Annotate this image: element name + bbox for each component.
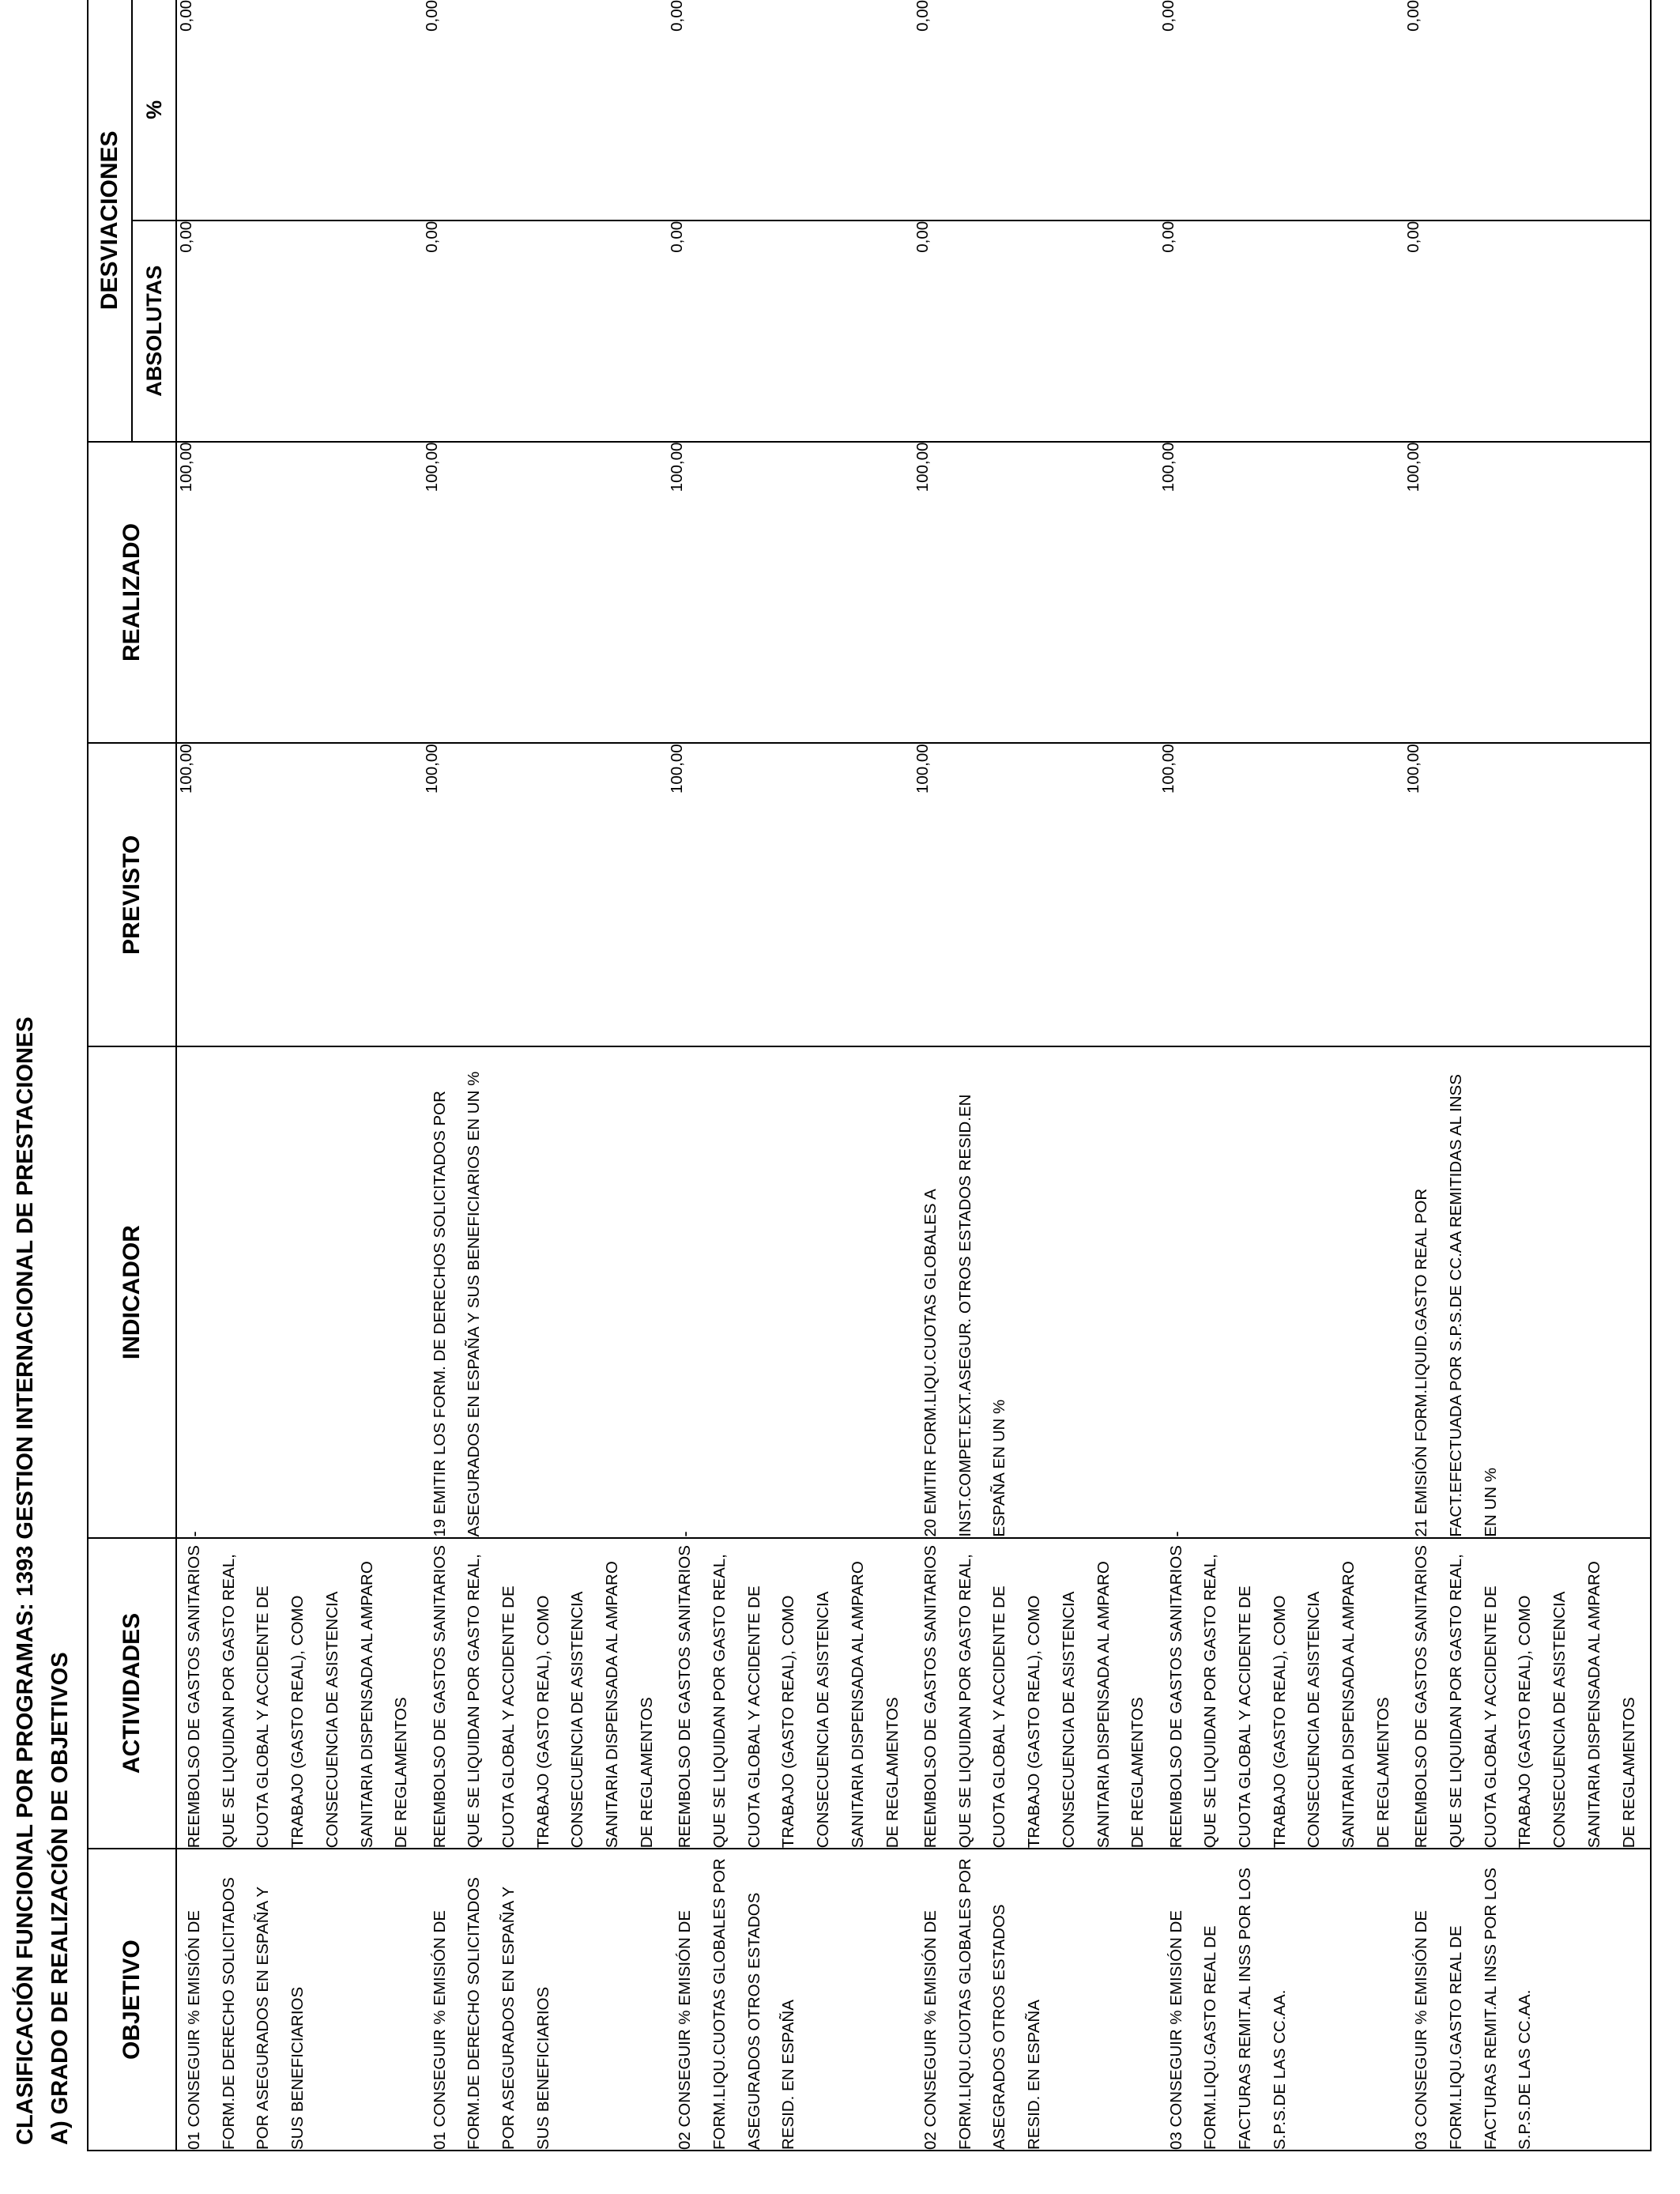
previsto-cell: 100,00 (1159, 743, 1405, 1046)
actividades-cell: REEMBOLSO DE GASTOS SANITARIOS QUE SE LIQUIDAN POR GASTO REAL, CUOTA GLOBAL Y ACCIDENTE DE TRABAJO (GASTO REAL), COMO CONSECUENCIA DE ASISTENCIA SANITARIA DISPENSADA AL AMPARO DE REGLAMENTOS (423, 1538, 669, 1849)
porcentaje-cell: 0,00 (913, 0, 1159, 221)
table-row (176, 0, 423, 2151)
section-subtitle: A) GRADO DE REALIZACIÓN DE OBJETIVOS (47, 1652, 73, 2145)
absolutas-cell: 0,00 (423, 221, 669, 442)
previsto-cell: 100,00 (176, 743, 423, 1046)
indicador-cell: - (668, 1046, 913, 1537)
absolutas-cell: 0,00 (913, 221, 1159, 442)
absolutas-cell: 0,00 (668, 221, 913, 442)
previsto-cell: 100,00 (668, 743, 913, 1046)
indicador-cell: - (1159, 1046, 1405, 1537)
absolutas-cell: 0,00 (1404, 221, 1651, 442)
header-previsto: PREVISTO (88, 743, 176, 1046)
actividades-cell: REEMBOLSO DE GASTOS SANITARIOS QUE SE LIQUIDAN POR GASTO REAL, CUOTA GLOBAL Y ACCIDENTE DE TRABAJO (GASTO REAL), COMO CONSECUENCIA DE ASISTENCIA SANITARIA DISPENSADA AL AMPARO DE REGLAMENTOS (913, 1538, 1159, 1849)
header-desviaciones: DESVIACIONES (88, 0, 132, 442)
objetivo-cell: 02 CONSEGUIR % EMISIÓN DE FORM.LIQU.CUOTAS GLOBALES POR ASEGURADOS OTROS ESTADOS RESID. EN ESPAÑA (668, 1849, 913, 2151)
objectives-table (87, 0, 1652, 2151)
actividades-cell: REEMBOLSO DE GASTOS SANITARIOS QUE SE LIQUIDAN POR GASTO REAL, CUOTA GLOBAL Y ACCIDENTE DE TRABAJO (GASTO REAL), COMO CONSECUENCIA DE ASISTENCIA SANITARIA DISPENSADA AL AMPARO DE REGLAMENTOS (176, 1538, 423, 1849)
porcentaje-cell: 0,00 (176, 0, 423, 221)
indicador-cell: - (176, 1046, 423, 1537)
realizado-cell: 100,00 (668, 442, 913, 744)
indicador-cell: 19 EMITIR LOS FORM. DE DERECHOS SOLICITADOS POR ASEGURADOS EN ESPAÑA Y SUS BENEFICIARIOS EN UN % (423, 1046, 669, 1537)
header-objetivo: OBJETIVO (88, 1849, 176, 2151)
indicador-cell: 20 EMITIR FORM.LIQU.CUOTAS GLOBALES A INST.COMPET.EXT.ASEGUR. OTROS ESTADOS RESID.EN ESPAÑA EN UN % (913, 1046, 1159, 1537)
previsto-cell: 100,00 (913, 743, 1159, 1046)
realizado-cell: 100,00 (1404, 442, 1651, 744)
indicador-cell: 21 EMISIÓN FORM.LIQUID.GASTO REAL POR FACT.EFECTUADA POR S.P.S.DE CC.AA REMITIDAS AL INSS EN UN % (1404, 1046, 1651, 1537)
objetivo-cell: 02 CONSEGUIR % EMISIÓN DE FORM.LIQU.CUOTAS GLOBALES POR ASEGRADOS OTROS ESTADOS RESID. EN ESPAÑA (913, 1849, 1159, 2151)
header-actividades: ACTIVIDADES (88, 1538, 176, 1849)
objetivo-cell: 03 CONSEGUIR % EMISIÓN DE FORM.LIQU.GASTO REAL DE FACTURAS REMIT.AL INSS POR LOS S.P.S.DE LAS CC.AA. (1404, 1849, 1651, 2151)
header-absolutas: ABSOLUTAS (132, 221, 176, 442)
header-indicador: INDICADOR (88, 1046, 176, 1537)
porcentaje-cell: 0,00 (668, 0, 913, 221)
realizado-cell: 100,00 (913, 442, 1159, 744)
table-row (423, 0, 669, 2151)
porcentaje-cell: 0,00 (423, 0, 669, 221)
absolutas-cell: 0,00 (1159, 221, 1405, 442)
table-row (668, 0, 913, 2151)
previsto-cell: 100,00 (1404, 743, 1651, 1046)
objetivo-cell: 01 CONSEGUIR % EMISIÓN DE FORM.DE DERECHO SOLICITADOS POR ASEGURADOS EN ESPAÑA Y SUS BENEFICIARIOS (176, 1849, 423, 2151)
actividades-cell: REEMBOLSO DE GASTOS SANITARIOS QUE SE LIQUIDAN POR GASTO REAL, CUOTA GLOBAL Y ACCIDENTE DE TRABAJO (GASTO REAL), COMO CONSECUENCIA DE ASISTENCIA SANITARIA DISPENSADA AL AMPARO DE REGLAMENTOS (1404, 1538, 1651, 1849)
actividades-cell: REEMBOLSO DE GASTOS SANITARIOS QUE SE LIQUIDAN POR GASTO REAL, CUOTA GLOBAL Y ACCIDENTE DE TRABAJO (GASTO REAL), COMO CONSECUENCIA DE ASISTENCIA SANITARIA DISPENSADA AL AMPARO DE REGLAMENTOS (668, 1538, 913, 1849)
table-row (1159, 0, 1405, 2151)
table-row (913, 0, 1159, 2151)
realizado-cell: 100,00 (423, 442, 669, 744)
report-title: CLASIFICACIÓN FUNCIONAL POR PROGRAMAS: 1393 GESTION INTERNACIONAL DE PRESTACIONES (13, 1016, 38, 2145)
porcentaje-cell: 0,00 (1404, 0, 1651, 221)
header-porcentaje: % (132, 0, 176, 221)
realizado-cell: 100,00 (176, 442, 423, 744)
objetivo-cell: 01 CONSEGUIR % EMISIÓN DE FORM.DE DERECHO SOLICITADOS POR ASEGURADOS EN ESPAÑA Y SUS BENEFICIARIOS (423, 1849, 669, 2151)
realizado-cell: 100,00 (1159, 442, 1405, 744)
objetivo-cell: 03 CONSEGUIR % EMISIÓN DE FORM.LIQU.GASTO REAL DE FACTURAS REMIT.AL INSS POR LOS S.P.S.DE LAS CC.AA. (1159, 1849, 1405, 2151)
porcentaje-cell: 0,00 (1159, 0, 1405, 221)
table-row (1404, 0, 1651, 2151)
actividades-cell: REEMBOLSO DE GASTOS SANITARIOS QUE SE LIQUIDAN POR GASTO REAL, CUOTA GLOBAL Y ACCIDENTE DE TRABAJO (GASTO REAL), COMO CONSECUENCIA DE ASISTENCIA SANITARIA DISPENSADA AL AMPARO DE REGLAMENTOS (1159, 1538, 1405, 1849)
previsto-cell: 100,00 (423, 743, 669, 1046)
absolutas-cell: 0,00 (176, 221, 423, 442)
header-realizado: REALIZADO (88, 442, 176, 744)
